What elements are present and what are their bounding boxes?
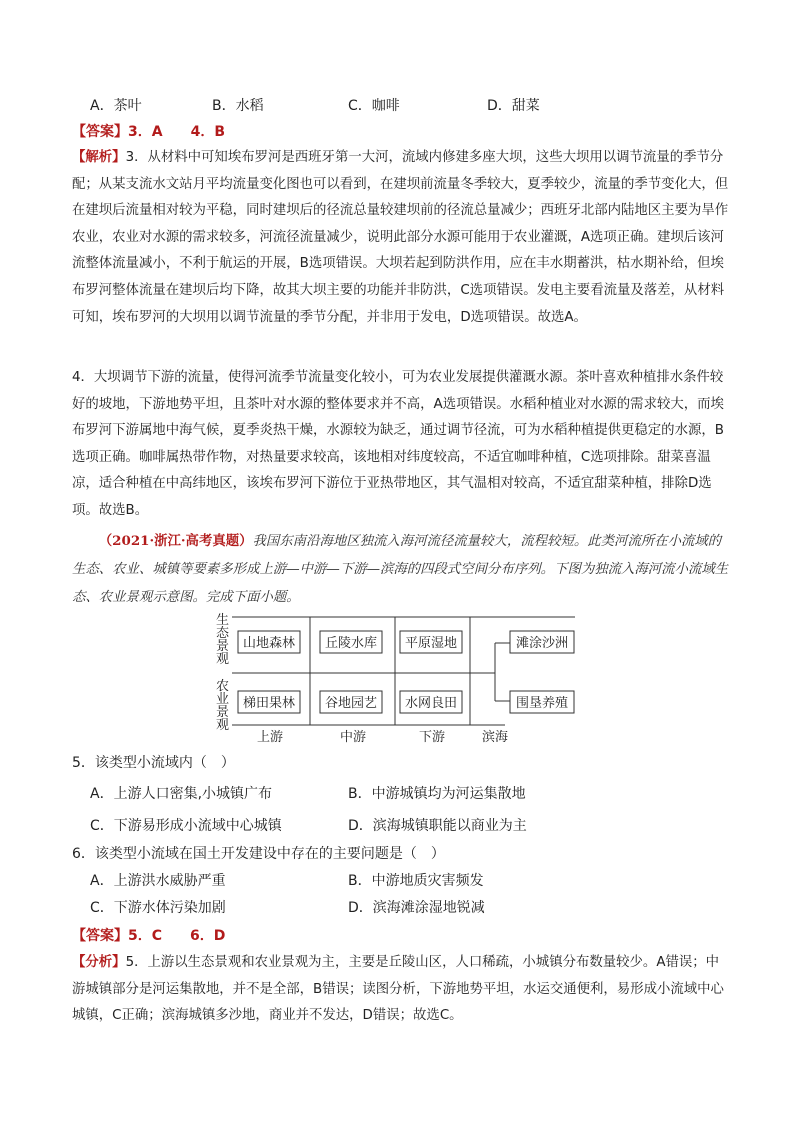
answer-line-1 [72, 122, 225, 142]
landscape-diagram [210, 611, 590, 747]
analysis-5 [72, 950, 732, 1030]
eco-box-1: 山地森林 [242, 636, 296, 651]
question-6-stem: 6．该类型小流域在国土开发建设中存在的主要问题是（ ） [72, 846, 445, 862]
agri-box-1: 梯田果林 [242, 696, 296, 711]
q6-option-a: A．上游洪水威胁严重 [90, 873, 226, 889]
analysis-4 [72, 365, 732, 525]
eco-label-1: 生 [216, 613, 230, 628]
agri-label-2: 业 [216, 692, 230, 707]
material-paragraph [72, 527, 732, 612]
eco-box-2: 丘陵水库 [324, 636, 378, 651]
eco-box-3: 平原湿地 [404, 636, 458, 651]
agri-label-3: 景 [216, 705, 230, 720]
q6-option-b: B．中游地质灾害频发 [348, 873, 484, 889]
option-a: A．茶叶 [90, 98, 142, 114]
option-d: D．甜菜 [487, 98, 540, 114]
analysis-3 [72, 145, 732, 331]
segment-downstream: 下游 [418, 730, 446, 745]
question-5-stem: 5．该类型小流域内（ ） [72, 755, 235, 771]
agri-box-4: 围垦养殖 [515, 696, 569, 711]
segment-upstream: 上游 [256, 730, 284, 745]
material-source: （2021·浙江·高考真题） [98, 533, 253, 549]
analysis-5-text: 5．上游以生态景观和农业景观为主，主要是丘陵山区，人口稀疏，小城镇分布数量较少。A错误；中游城镇部分是河运集散地，并不是全部，B错误；读图分析，下游地势平坦，水运交通便利，易形成小流域中心城镇，C正确；滨海城镇多沙地，商业并不发达，D错误；故选C。 [72, 955, 724, 1024]
material-text: 我国东南沿海地区独流入海河流径流量较大，流程较短。此类河流所在小流域的生态、农业、城镇等要素多形成上游—中游—下游—滨海的四段式空间分布序列。下图为独流入海河流小流域生态、农业景观示意图。完成下面小题。 [72, 534, 729, 605]
analysis-tag-2: 【分析】 [72, 955, 126, 970]
option-c: C．咖啡 [348, 98, 400, 114]
q6-option-d: D．滨海滩涂湿地锐减 [348, 900, 485, 916]
q6-option-c: C．下游水体污染加剧 [90, 900, 226, 916]
q5-option-a: A．上游人口密集,小城镇广布 [90, 786, 273, 802]
agri-label-4: 观 [216, 718, 230, 733]
answer-text: 3．A 4．B [128, 124, 225, 140]
eco-label-3: 景 [216, 639, 230, 654]
q5-option-b: B．中游城镇均为河运集散地 [348, 786, 526, 802]
segment-coastal: 滨海 [481, 730, 509, 745]
analysis-3-text: 3．从材料中可知埃布罗河是西班牙第一大河，流域内修建多座大坝，这些大坝用以调节流量的季节分配；从某支流水文站月平均流量变化图也可以看到，在建坝前流量冬季较大，夏季较少，流量的季节变化大，但在建坝后流量相对较为平稳，同时建坝后的径流总量较建坝前的径流总量减少；西班牙北部内陆地区主要为旱作农业，农业对水源的需求较多，河流径流量减少，说明此部分水源可能用于农业灌溉，A选项正确。建坝后该河流整体流量减小，不利于航运的开展，B选项错误。大坝若起到防洪作用，应在丰水期蓄洪，枯水期补给，但埃布罗河整体流量在建坝后均下降，故其大坝主要的功能并非防洪，C选项错误。发电主要看流量及落差，从材料可知，埃布罗河的大坝用以调节流量的季节分配，并非用于发电，D选项错误。故选A。 [72, 150, 729, 325]
answer-line-2 [72, 926, 225, 946]
eco-label-4: 观 [216, 652, 230, 667]
answer-tag-2: 【答案】 [72, 928, 128, 944]
agri-box-2: 谷地园艺 [324, 696, 378, 711]
answer-tag: 【答案】 [72, 124, 128, 140]
analysis-4-text: 4．大坝调节下游的流量，使得河流季节流量变化较小，可为农业发展提供灌溉水源。茶叶喜欢种植排水条件较好的坡地，下游地势平坦，且茶叶对水源的整体要求并不高，A选项错误。水稻种植业对水源的需求较大，而埃布罗河下游属地中海气候，夏季炎热干燥，水源较为缺乏，通过调节径流，可为水稻种植提供更稳定的水源，B选项正确。咖啡属热带作物，对热量要求较高，该地相对纬度较高，不适宜咖啡种植，C选项排除。甜菜喜温凉，适合种植在中高纬地区，该埃布罗河下游位于亚热带地区，其气温相对较高，不适宜甜菜种植，排除D选项。故选B。 [72, 370, 724, 518]
analysis-tag: 【解析】 [72, 150, 126, 165]
q5-option-d: D．滨海城镇职能以商业为主 [348, 818, 527, 834]
option-b: B．水稻 [212, 98, 264, 114]
agri-label-1: 农 [216, 679, 230, 694]
agri-box-3: 水网良田 [404, 696, 458, 711]
q5-option-c: C．下游易形成小流域中心城镇 [90, 818, 282, 834]
eco-label-2: 态 [216, 626, 230, 641]
answer-text-2: 5．C 6．D [128, 928, 226, 944]
eco-box-4: 滩涂沙洲 [515, 636, 569, 651]
segment-midstream: 中游 [339, 730, 367, 745]
